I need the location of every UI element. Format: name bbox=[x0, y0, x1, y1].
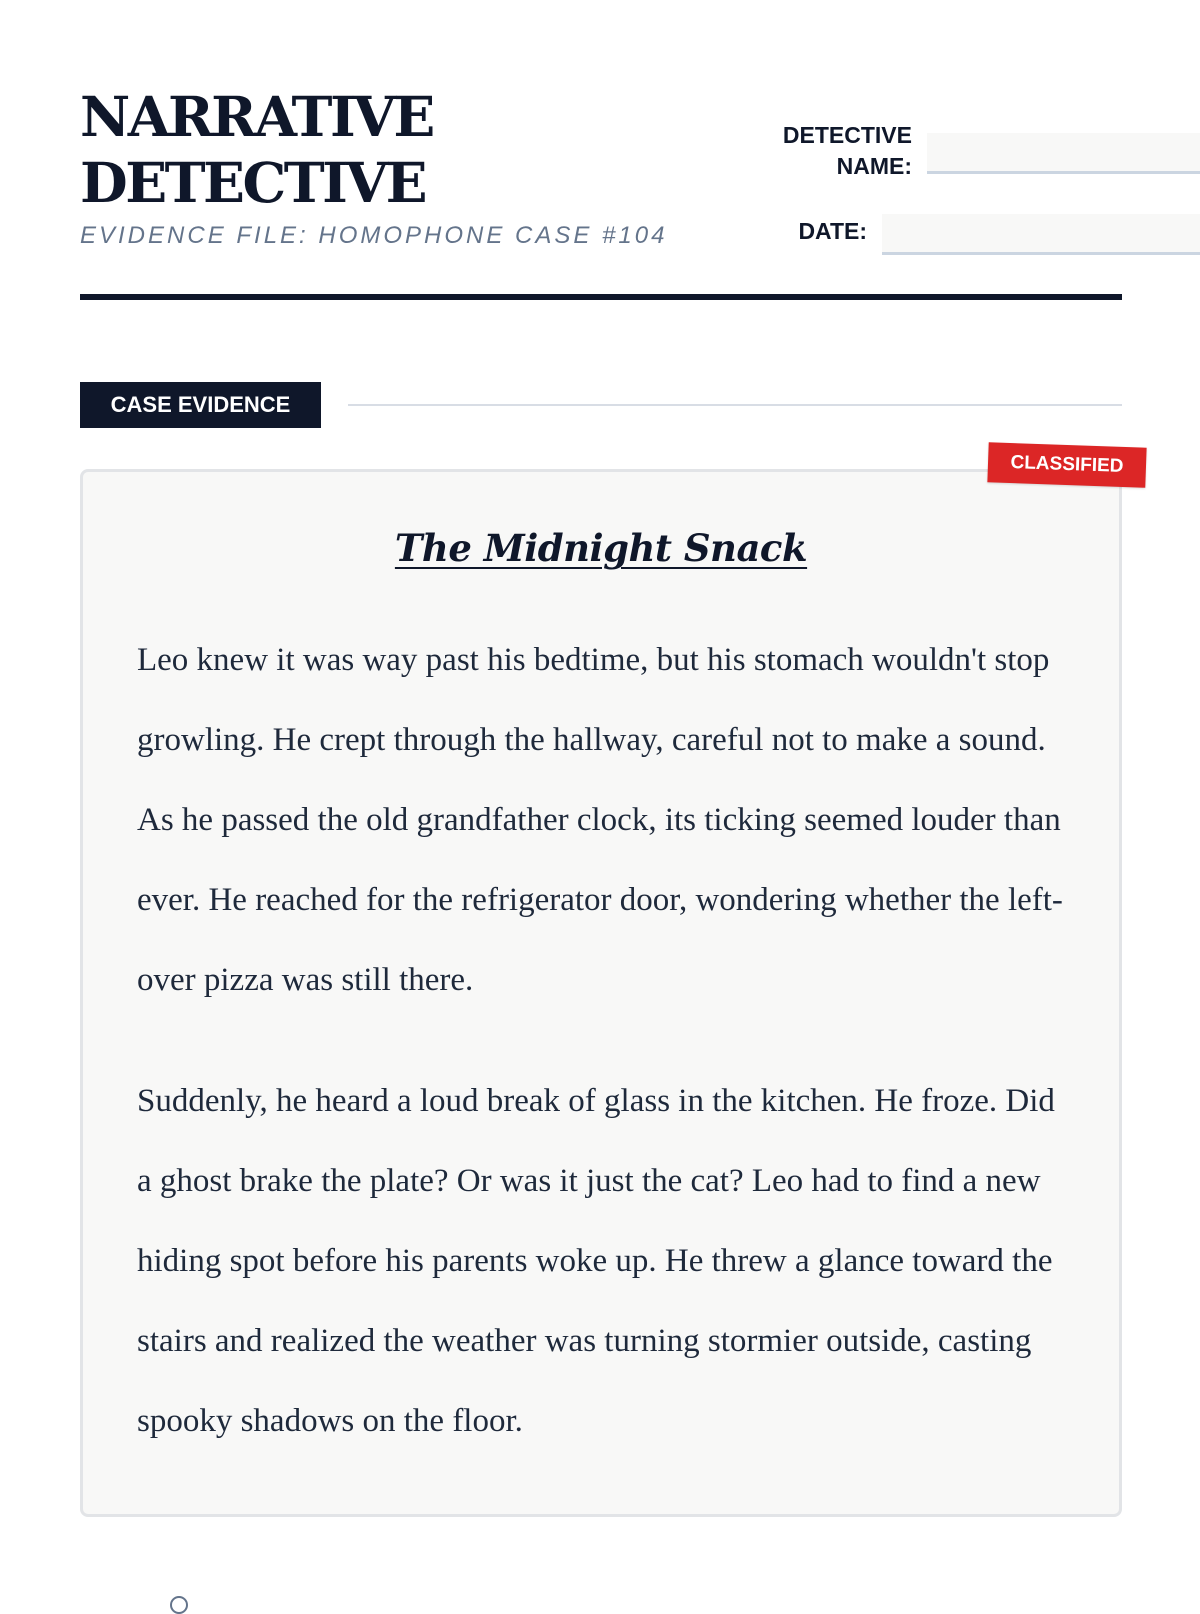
header-divider bbox=[80, 294, 1122, 300]
section-label-case-evidence: CASE EVIDENCE bbox=[80, 382, 321, 428]
story-paragraph-1: Leo knew it was way past his bedtime, but his stomach wouldn't stop growling. He crept through the hallway, careful not to make a sound. As he passed the old grandfather clock, its ticking seemed louder than ever. He reached for the refrigerator door, wondering whether the left-over pizza was still there. bbox=[137, 642, 1063, 998]
detective-name-label-line-2: NAME: bbox=[836, 153, 912, 179]
evidence-file-subtitle: EVIDENCE FILE: HOMOPHONE CASE #104 bbox=[80, 222, 668, 249]
worksheet-title bbox=[80, 84, 433, 216]
page-corner-mark bbox=[170, 1596, 188, 1614]
title-line-1: NARRATIVE bbox=[80, 84, 433, 149]
story-title: The Midnight Snack bbox=[394, 526, 808, 570]
section-divider bbox=[348, 404, 1122, 406]
detective-name-label-line-1: DETECTIVE bbox=[782, 122, 912, 148]
date-label: DATE: bbox=[798, 218, 867, 244]
classified-stamp: CLASSIFIED bbox=[987, 442, 1146, 487]
title-line-2: DETECTIVE bbox=[80, 150, 425, 215]
detective-name-input[interactable] bbox=[927, 133, 1200, 174]
worksheet-page bbox=[80, 0, 1124, 1600]
detective-name-label bbox=[640, 120, 912, 182]
date-input[interactable] bbox=[882, 214, 1200, 255]
story-paragraph-2: Suddenly, he heard a loud break of glass in the kitchen. He froze. Did a ghost brake the plate? Or was it just the cat? Leo had to find a new hiding spot before his parents woke up. He threw a glance toward the stairs and realized the weather was turning stormier outside, casting spooky shadows on the floor. bbox=[137, 1083, 1055, 1439]
